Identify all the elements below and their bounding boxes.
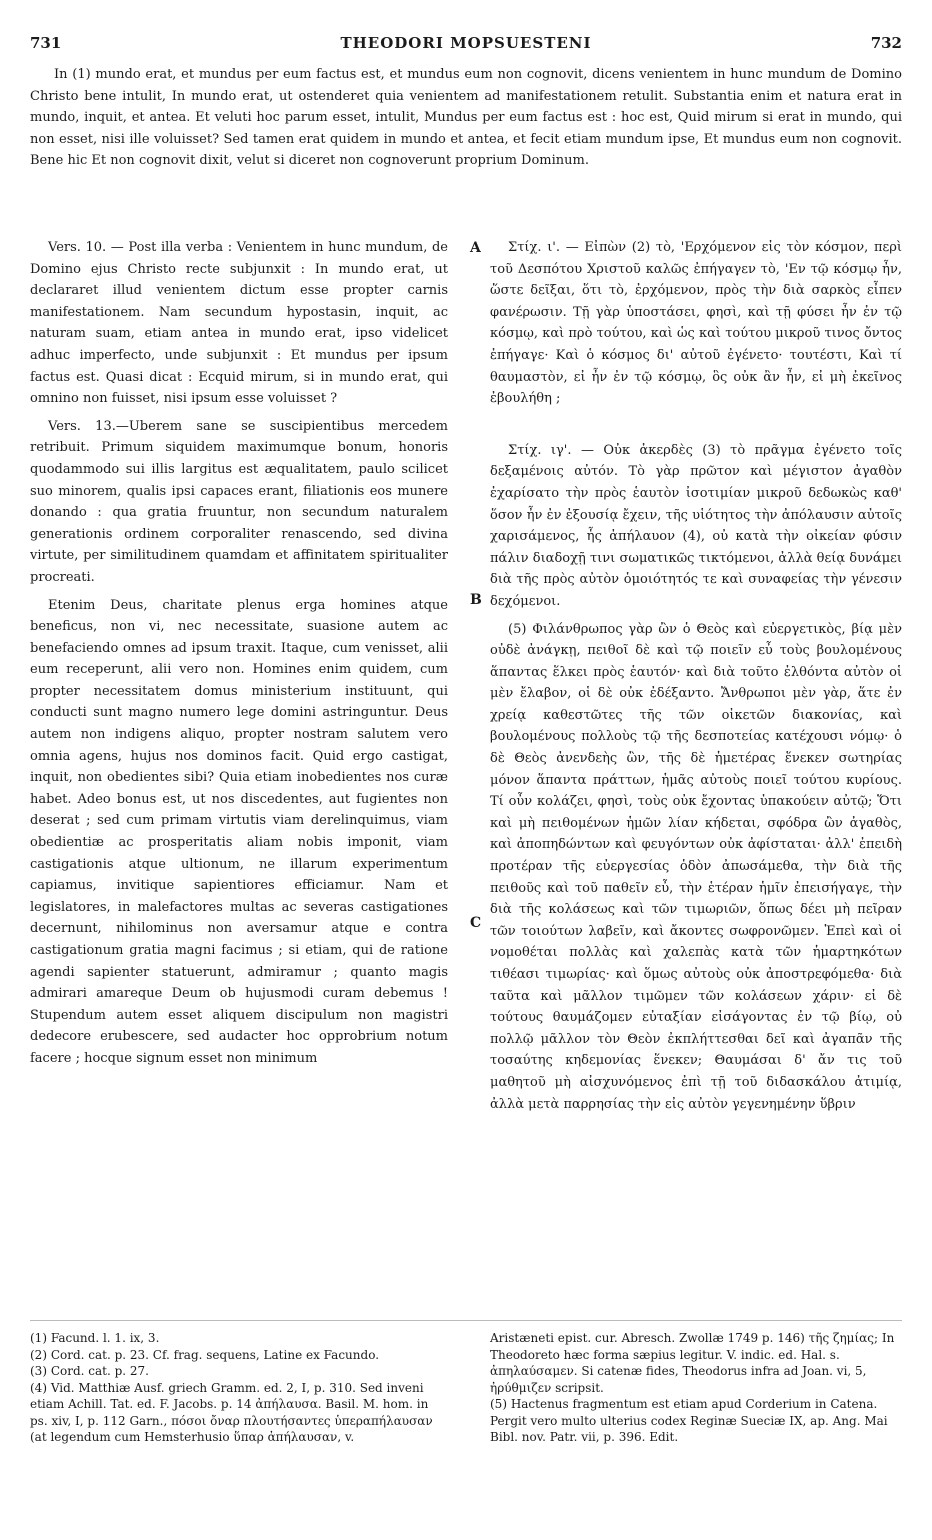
greek-column [490, 237, 902, 1121]
footnote-3: (3) Cord. cat. p. 27. [30, 1364, 149, 1378]
greek-paragraph-stich10: Στίχ. ι'. — Εἰπὼν (2) τὸ, 'Ερχόμενον εἰς τὸν κόσμον, περὶ τοῦ Δεσπότου Χριστοῦ καλῶς ἐπήγαγεν τὸ, 'Εν τῷ κόσμῳ ἦν, ὥστε δεῖξαι, ὅτι τὸ, ἐρχόμενον, πρὸς τὴν διὰ σαρκὸς εἶπεν φανέρωσιν. Τῇ γὰρ ὑποστάσει, φησὶ, καὶ τῇ φύσει ἦν ἐν τῷ κόσμῳ, καὶ πρὸ τούτου, καὶ ὡς καὶ τούτου μικροῦ τινος ὄντος ἐπήγαγε· Καὶ ὁ κόσμος δι' αὐτοῦ ἐγένετο· τουτέστι, Καὶ τί θαυμαστὸν, εἰ ἦν ἐν τῷ κόσμῳ, ὃς οὐκ ἂν ἦν, εἰ μὴ ἐκεῖνος ἐβουλήθη ; [490, 240, 902, 407]
column-marker-c: C [470, 915, 482, 931]
column-marker-b: B [470, 592, 482, 608]
page-number-left: 731 [30, 34, 62, 52]
footnote-divider [30, 1320, 902, 1321]
intro-paragraph: In (1) mundo erat, et mundus per eum factus est, et mundus eum non cognovit, dicens venientem in hunc mundum de Domino Christo bene intulit, In mundo erat, ut ostenderet quia venientem ad manifestationem retulit. Substantia enim et natura erat in mundo, inquit, et antea. Et veluti hoc parum esset, intulit, Mundus per eum factus est : hoc est, Quid mirum si erat in mundo, qui non esset, nisi ille voluisset? Sed tamen erat quidem in mundo et antea, et fecit etiam mundum ipse, Et mundus eum non cognovit. Bene hic Et non cognovit dixit, velut si diceret non cognoverunt proprium Dominum. [30, 67, 902, 169]
latin-column [30, 237, 448, 1076]
footnote-2: (2) Cord. cat. p. 23. Cf. frag. sequens, Latine ex Facundo. [30, 1347, 380, 1362]
footnote-4-continued: Aristæneti epist. cur. Abresch. Zwollæ 1749 p. 146) τῆς ζημίας; In Theodoreto hæc forma sæpius legitur. V. indic. ed. Hal. s. ἀπηλαύσαμεν. Si catenæ fides, Theodorus infra ad Joan. vi, 5, ἠρύθμιζεν scripsit. [490, 1331, 895, 1395]
footnotes-left [30, 1330, 448, 1446]
running-header [30, 30, 902, 56]
running-title: THEODORI MOPSUESTENI [340, 34, 592, 52]
footnote-4: (4) Vid. Matthiæ Ausf. griech Gramm. ed. 2, I, p. 310. Sed inveni etiam Achill. Tat. ed. F. Jacobs. p. 14 ἀπήλαυσα. Basil. M. hom. in ps. xiv, I, p. 112 Garn., πόσοι ὄναρ πλουτήσαντες ὑπεραπήλαυσαν (at legendum cum Hemsterhusio ὕπαρ ἀπήλαυσαν, v. [30, 1380, 433, 1444]
latin-paragraph-vers13: Vers. 13.—Uberem sane se suscipientibus mercedem retribuit. Primum siquidem maximumque bonum, honoris quodammodo sui illis largitus est æqualitatem, paulo scilicet suo minorem, qualis ipsi capaces erant, filiationis eos munere donando : qua gratia fruuntur, non secundum naturalem generationis ordinem corporaliter renascendo, sed divina virtute, per similitudinem quamdam et affinitatem spiritualiter procreati. [30, 418, 448, 585]
footnote-1: (1) Facund. l. 1. ix, 3. [30, 1331, 160, 1345]
greek-paragraph-stich13: Στίχ. ιγ'. — Οὐκ ἀκερδὲς (3) τὸ πρᾶγμα ἐγένετο τοῖς δεξαμένοις αὐτόν. Τὸ γὰρ πρῶτον καὶ μέγιστον ἀγαθὸν ἐχαρίσατο τὴν πρὸς ἑαυτὸν ἰσοτιμίαν μικροῦ δεδωκὼς καθ' ὅσον ἦν ἐν ἐξουσίᾳ ἔχειν, τῆς υἱότητος τὴν ἀπόλαυσιν αὐτοῖς χαρισάμενος, ἧς ἀπήλαυον (4), οὐ κατὰ τὴν οἰκείαν φύσιν πάλιν διαδοχῇ τινι σωματικῶς τικτόμενοι, ἀλλὰ θείᾳ δυνάμει διὰ τῆς πρὸς αὐτὸν ὁμοιότητός τε καὶ συναφείας τὴν γένεσιν δεχόμενοι. [490, 442, 902, 609]
greek-paragraph-philanthropos: (5) Φιλάνθρωπος γὰρ ὢν ὁ Θεὸς καὶ εὐεργετικὸς, βίᾳ μὲν οὐδὲ ἀνάγκῃ, πειθοῖ δὲ καὶ τῷ ποιεῖν εὖ τοὺς βουλομένους ἅπαντας ἕλκει πρὸς ἑαυτόν· καὶ διὰ τοῦτο ἐλθόντα αὐτὸν οἱ μὲν ἔλαβον, οἱ δὲ οὐκ ἐδέξαντο. Ἄνθρωποι μὲν γὰρ, ἅτε ἐν χρείᾳ καθεστῶτες τῆς τῶν οἰκετῶν διακονίας, καὶ βουλομένους πολλοὺς τῷ τῆς δεσποτείας κατέχουσι νόμῳ· ὁ δὲ Θεὸς ἀνενδεὴς ὢν, τῆς δὲ ἡμετέρας ἕνεκεν σωτηρίας μόνον ἅπαντα πράττων, ἡμᾶς αὐτοὺς ποιεῖ τούτου κυρίους. Τί οὖν κολάζει, φησὶ, τοὺς οὐκ ἔχοντας ὑπακούειν αὐτῷ; Ὅτι καὶ μὴ πειθομένων ἡμῶν λίαν κήδεται, σφόδρα ὢν ἀγαθὸς, καὶ ἀποπηδώντων καὶ φευγόντων οὐκ ἀφίσταται· ἀλλ' ἐπειδὴ προτέραν τῆς εὐεργεσίας ὁδὸν ἀπωσάμεθα, τὴν διὰ τῆς πειθοῦς καὶ τοῦ παθεῖν εὖ, τὴν ἑτέραν ἡμῖν ἐπεισήγαγε, τὴν διὰ τῆς κολάσεως καὶ τῶν τιμωριῶν, ὅπως δέει μὴ πεῖραν τῶν τοιούτων λαβεῖν, καὶ ἄκοντες σωφρονῶμεν. Ἐπεὶ καὶ οἱ νομοθέται πολλὰς καὶ χαλεπὰς κατὰ τῶν ἡμαρτηκότων τιθέασι τιμωρίας· καὶ ὅμως αὐτοὺς οὐκ ἀποστρεφόμεθα· διὰ ταῦτα καὶ μᾶλλον τιμῶμεν τῶν κολάσεων χάριν· εἰ δὲ τούτους θαυμάζομεν εὐταξίαν εἰσάγοντας ἐν τῷ βίῳ, οὐ πολλῷ μᾶλλον τὸν Θεὸν ἐκπλήττεσθαι δεῖ καὶ ἀγαπᾶν τῆς τοσαύτης κηδεμονίας ἕνεκεν; Θαυμάσαι δ' ἄν τις τοῦ μαθητοῦ μὴ αἰσχυνόμενος ἐπὶ τῇ τοῦ διδασκάλου ἀτιμίᾳ, ἀλλὰ μετὰ παρρησίας τὴν εἰς αὐτὸν γεγενημένην ὕβριν [490, 621, 902, 1112]
latin-paragraph-vers10: Vers. 10. — Post illa verba : Venientem in hunc mundum, de Domino ejus Christo recte subjunxit : In mundo erat, ut declararet illud venientem dictum esse propter carnis manifestationem. Nam secundum hypostasin, inquit, ac naturam suam, etiam antea in mundo erat, ipso videlicet adhuc imperfecto, unde subjunxit : Et mundus per ipsum factus est. Quasi dicat : Ecquid mirum, si in mundo erat, qui omnino non fuisset, nisi ipsum esse voluisset ? [30, 240, 448, 407]
intro-paragraph-block [30, 64, 902, 172]
latin-paragraph-etenim: Etenim Deus, charitate plenus erga homines atque beneficus, non vi, nec necessitate, suasione autem ac benefaciendo omnes ad ipsum traxit. Itaque, cum venisset, alii eum receperunt, alii vero non. Homines enim quidem, cum propter necessitatem domus ministerium instituunt, qui conducti sunt magno numero lege domini astringuntur. Deus autem non indigens aliquo, propter nostram salutem vero omnia agens, hujus nos dominos facit. Quid ergo castigat, inquit, non obedientes sibi? Quia etiam inobedientes nos curæ habet. Adeo bonus est, ut nos discedentes, aut fugientes non deserat ; sed cum primam virtutis viam derelinquimus, viam obedientiæ ac prosperitatis aliam nobis imponit, viam castigationis atque ultionum, ne illarum experimentum capiamus, invitique sapientiores efficiamur. Nam et legislatores, in malefactores multas ac severas castigationes decernunt, nihilominus non aversamur atque e contra castigationum gratia magni facimus ; si etiam, qui de ratione agendi sapienter statuerunt, admiramur ; quanto magis admirari amareque Deum ob hujusmodi curam debemus ! Stupendum autem esset aliquem discipulum non magistri dedecore erubescere, sed audacter hoc opprobrium notum facere ; hocque signum esset non minimum [30, 597, 448, 1066]
footnotes-right [490, 1330, 902, 1446]
page-number-right: 732 [870, 34, 902, 52]
column-marker-a: A [470, 240, 481, 256]
page [30, 30, 902, 1520]
footnote-5: (5) Hactenus fragmentum est etiam apud Corderium in Catena. Pergit vero multo ulterius codex Reginæ Sueciæ IX, ap. Ang. Mai Bibl. nov. Patr. vii, p. 396. Edit. [490, 1397, 888, 1444]
